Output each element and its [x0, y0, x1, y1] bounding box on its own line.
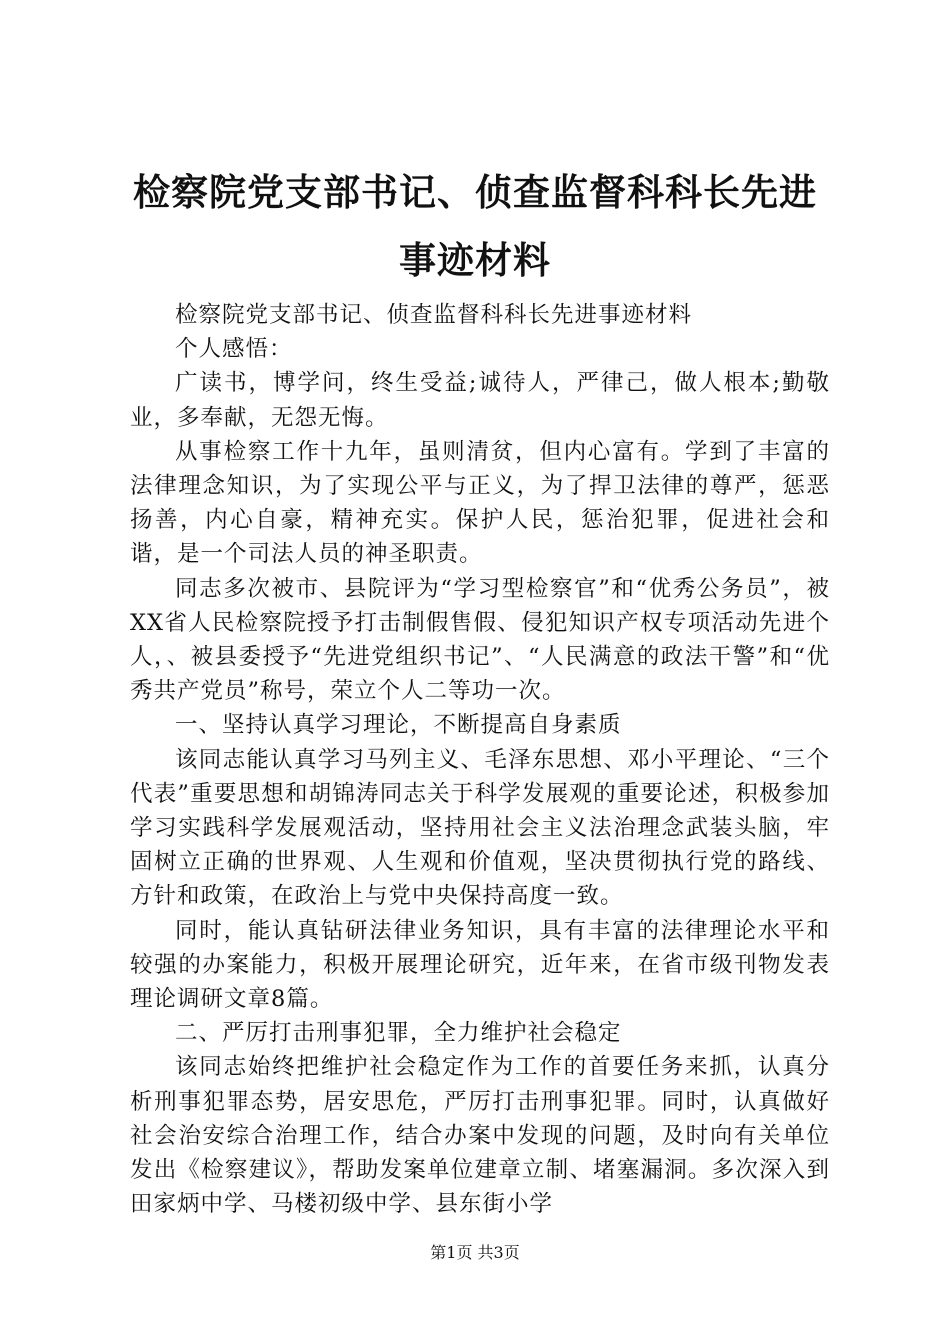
- document-body: [130, 298, 830, 1221]
- honors-paragraph: 同志多次被市、县院评为“学习型检察官”和“优秀公务员”，被XX省人民检察院授予打击制假售假、侵犯知识产权专项活动先进个人，、被县委授予“先进党组织书记”、“人民满意的政法干警”和“优秀共产党员”称号，荣立个人二等功一次。: [130, 575, 830, 705]
- motto-paragraph: 广读书，博学问，终生受益;诚待人，严律己，做人根本;勤敬业，多奉献，无怨无悔。: [130, 370, 830, 431]
- personal-insight-heading: 个人感悟：: [175, 336, 293, 363]
- legal-research-paragraph: 同时，能认真钻研法律业务知识，具有丰富的法律理论水平和较强的办案能力，积极开展理论研究，近年来，在省市级刊物发表理论调研文章8篇。: [130, 917, 830, 1013]
- section-heading-2: 二、严厉打击刑事犯罪，全力维护社会稳定: [175, 1020, 622, 1047]
- page-footer: 第1页 共3页: [430, 1243, 520, 1262]
- subtitle-paragraph: 检察院党支部书记、侦查监督科科长先进事迹材料: [175, 302, 693, 328]
- theory-study-paragraph: 该同志能认真学习马列主义、毛泽东思想、邓小平理论、“三个代表”重要思想和胡锦涛同志关于科学发展观的重要论述，积极参加学习实践科学发展观活动，坚持用社会主义法治理念武装头脑，牢固树立正确的世界观、人生观和价值观，坚决贯彻执行党的路线、方针和政策，在政治上与党中央保持高度一致。: [130, 746, 830, 910]
- career-paragraph: 从事检察工作十九年，虽则清贫，但内心富有。学到了丰富的法律理念知识，为了实现公平与正义，为了捍卫法律的尊严，惩恶扬善，内心自豪，精神充实。保护人民，惩治犯罪，促进社会和谐，是一个司法人员的神圣职责。: [130, 438, 830, 568]
- document-title: 检察院党支部书记、侦查监督科科长先进事迹材料: [133, 170, 817, 282]
- section-heading-1: 一、坚持认真学习理论，不断提高自身素质: [175, 712, 622, 739]
- stability-paragraph: 该同志始终把维护社会稳定作为工作的首要任务来抓，认真分析刑事犯罪态势，居安思危，严厉打击刑事犯罪。同时，认真做好社会治安综合治理工作，结合办案中发现的问题，及时向有关单位发出《检察建议》，帮助发案单位建章立制、堵塞漏洞。多次深入到田家炳中学、马楼初级中学、县东街小学: [130, 1054, 830, 1218]
